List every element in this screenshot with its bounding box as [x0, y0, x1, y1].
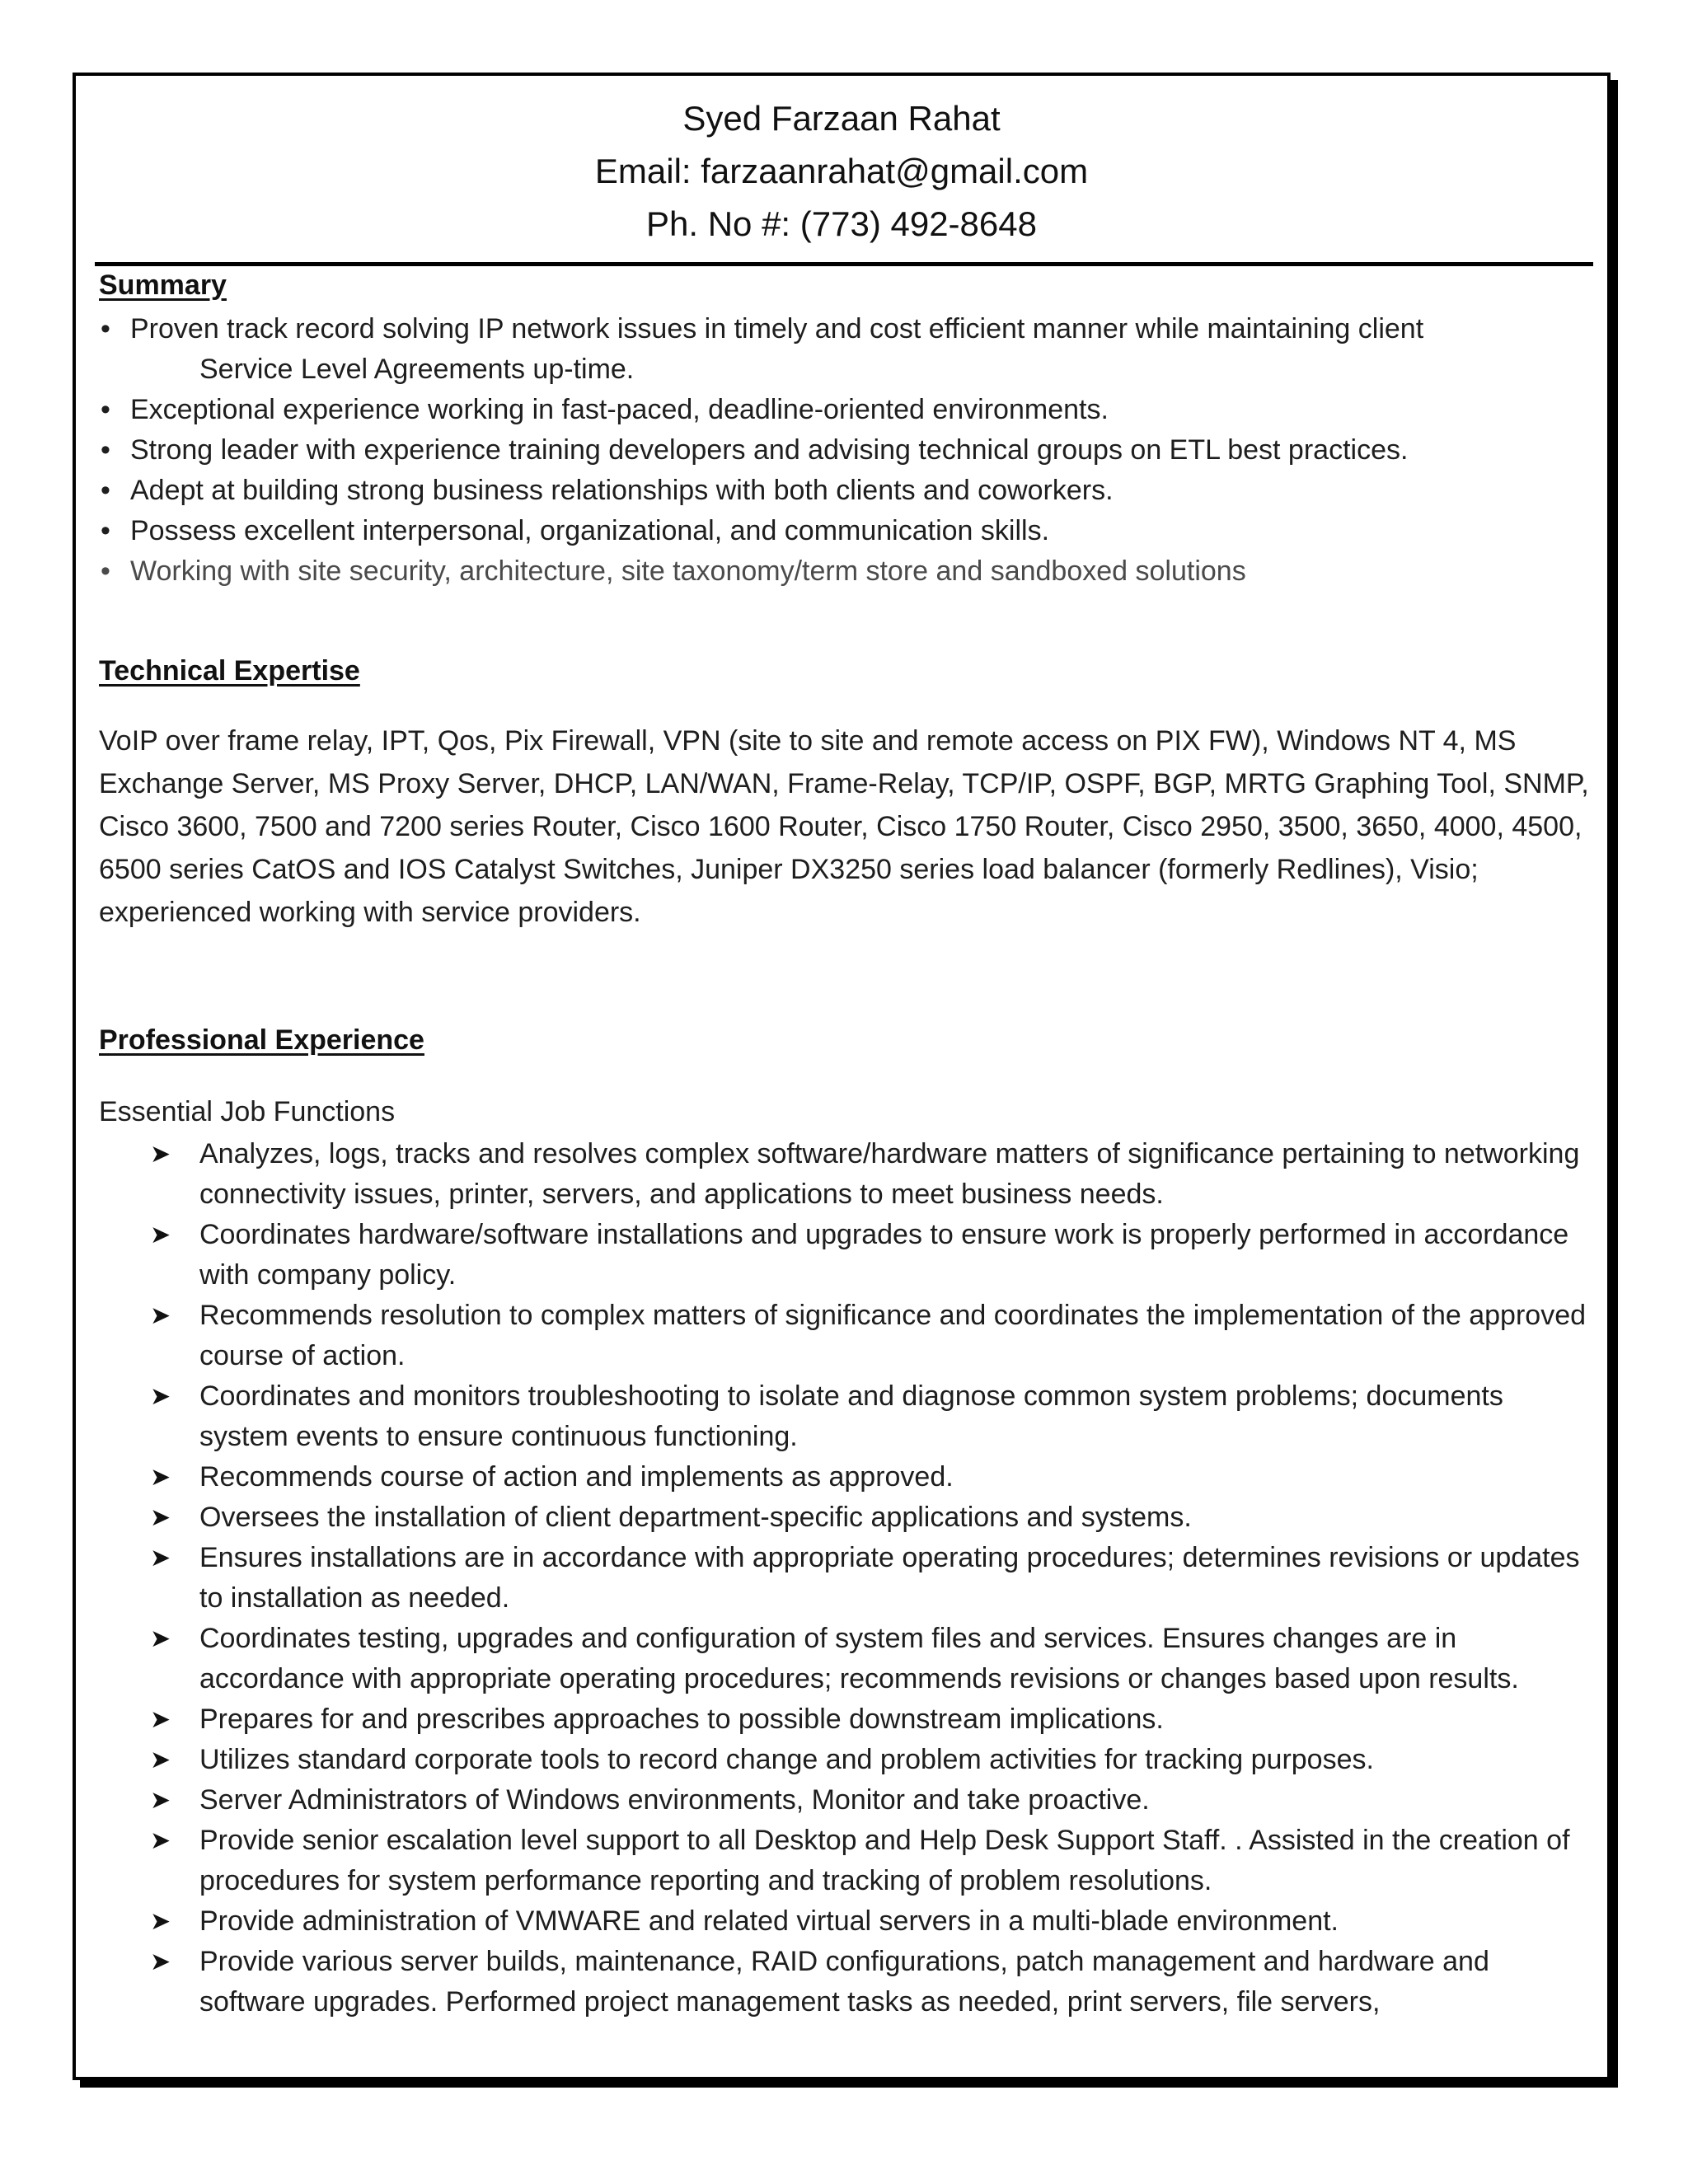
list-item	[99, 1134, 1591, 1215]
job-functions-subheading: Essential Job Functions	[99, 1096, 396, 1127]
list-item	[99, 1457, 1591, 1497]
summary-heading: Summary	[99, 269, 227, 301]
job-function-text: Coordinates testing, upgrades and configuration of system files and services. Ensures changes are in accordance with appropriate operating procedures; recommends revisions or changes based upon results.	[199, 1623, 1519, 1694]
arrow-bullet-icon: ➤	[150, 1746, 171, 1774]
job-function-text: Coordinates and monitors troubleshooting to isolate and diagnose common system problems; documents system events to ensure continuous functioning.	[199, 1380, 1503, 1452]
technical-expertise-text: VoIP over frame relay, IPT, Qos, Pix Firewall, VPN (site to site and remote access on PIX FW), Windows NT 4, MS Exchange Server, MS Proxy Server, DHCP, LAN/WAN, Frame-Relay, TCP/IP, OSPF, BGP, MRTG Graphing Tool, SNMP, Cisco 3600, 7500 and 7200 series Router, Cisco 1600 Router, Cisco 1750 Router, Cisco 2950, 3500, 3650, 4000, 4500, 6500 series CatOS and IOS Catalyst Switches, Juniper DX3250 series load balancer (formerly Redlines), Visio; experienced working with service providers.	[99, 725, 1589, 928]
arrow-bullet-icon: ➤	[150, 1948, 171, 1975]
list-item	[99, 1942, 1591, 2022]
list-item	[99, 551, 1591, 592]
arrow-bullet-icon: ➤	[150, 1221, 171, 1249]
list-item	[99, 1699, 1591, 1740]
list-item	[99, 471, 1591, 511]
job-function-text: Server Administrators of Windows environments, Monitor and take proactive.	[199, 1784, 1150, 1816]
arrow-bullet-icon: ➤	[150, 1787, 171, 1814]
list-item	[99, 1740, 1591, 1780]
job-function-text: Analyzes, logs, tracks and resolves complex software/hardware matters of significance pertaining to networking connectivity issues, printer, servers, and applications to meet business needs.	[199, 1138, 1580, 1210]
list-item	[99, 430, 1591, 471]
list-item	[99, 1619, 1591, 1699]
arrow-bullet-icon: ➤	[150, 1908, 171, 1935]
contact-email: Email: farzaanrahat@gmail.com	[594, 152, 1089, 190]
arrow-bullet-icon: ➤	[150, 1827, 171, 1854]
arrow-bullet-icon: ➤	[150, 1706, 171, 1733]
resume-header	[76, 92, 1607, 251]
arrow-bullet-icon: ➤	[150, 1544, 171, 1572]
list-item	[99, 390, 1591, 430]
summary-item-text: Strong leader with experience training developers and advising technical groups on ETL best practices.	[130, 434, 1409, 466]
list-item	[99, 1215, 1591, 1296]
job-function-text: Provide administration of VMWARE and related virtual servers in a multi-blade environment.	[199, 1905, 1339, 1937]
contact-phone: Ph. No #: (773) 492-8648	[646, 204, 1037, 243]
summary-item-continuation: Service Level Agreements up-time.	[199, 354, 635, 385]
list-item	[99, 1901, 1591, 1942]
arrow-bullet-icon: ➤	[150, 1464, 171, 1491]
professional-experience-heading: Professional Experience	[99, 1024, 424, 1056]
job-function-text: Prepares for and prescribes approaches to possible downstream implications.	[199, 1704, 1164, 1735]
technical-expertise-heading: Technical Expertise	[99, 655, 360, 687]
summary-list	[99, 309, 1591, 592]
arrow-bullet-icon: ➤	[150, 1302, 171, 1329]
list-item	[99, 1497, 1591, 1538]
job-function-text: Coordinates hardware/software installations and upgrades to ensure work is properly performed in accordance with company policy.	[199, 1219, 1569, 1291]
summary-item-text: Adept at building strong business relationships with both clients and coworkers.	[130, 475, 1114, 506]
candidate-name: Syed Farzaan Rahat	[682, 99, 1001, 138]
arrow-bullet-icon: ➤	[150, 1141, 171, 1168]
job-function-text: Utilizes standard corporate tools to record change and problem activities for tracking purposes.	[199, 1744, 1374, 1775]
summary-item-text: Proven track record solving IP network issues in timely and cost efficient manner while maintaining client	[130, 313, 1424, 344]
job-function-text: Recommends course of action and implements as approved.	[199, 1461, 954, 1493]
list-item	[99, 1296, 1591, 1376]
job-function-text: Recommends resolution to complex matters of significance and coordinates the implementation of the approved course of action.	[199, 1300, 1587, 1371]
summary-item-text: Possess excellent interpersonal, organizational, and communication skills.	[130, 515, 1050, 546]
header-divider	[95, 262, 1593, 266]
list-item	[99, 1376, 1591, 1457]
job-function-text: Oversees the installation of client department-specific applications and systems.	[199, 1502, 1192, 1533]
summary-item-text: Exceptional experience working in fast-paced, deadline-oriented environments.	[130, 394, 1109, 425]
job-function-text: Provide senior escalation level support to all Desktop and Help Desk Support Staff. . Assisted in the creation of procedures for system performance reporting and tracking of problem resolutions.	[199, 1825, 1570, 1896]
summary-item-text: Working with site security, architecture, site taxonomy/term store and sandboxed solutions	[130, 555, 1246, 587]
list-item	[99, 309, 1591, 390]
arrow-bullet-icon: ➤	[150, 1383, 171, 1410]
job-function-text: Provide various server builds, maintenance, RAID configurations, patch management and hardware and software upgrades. Performed project management tasks as needed, print servers, file servers,	[199, 1946, 1489, 2018]
list-item	[99, 1821, 1591, 1901]
job-functions-list	[99, 1134, 1591, 2022]
list-item	[99, 1780, 1591, 1821]
job-function-text: Ensures installations are in accordance with appropriate operating procedures; determines revisions or updates to installation as needed.	[199, 1542, 1580, 1614]
arrow-bullet-icon: ➤	[150, 1625, 171, 1652]
list-item	[99, 511, 1591, 551]
list-item	[99, 1538, 1591, 1619]
arrow-bullet-icon: ➤	[150, 1504, 171, 1531]
